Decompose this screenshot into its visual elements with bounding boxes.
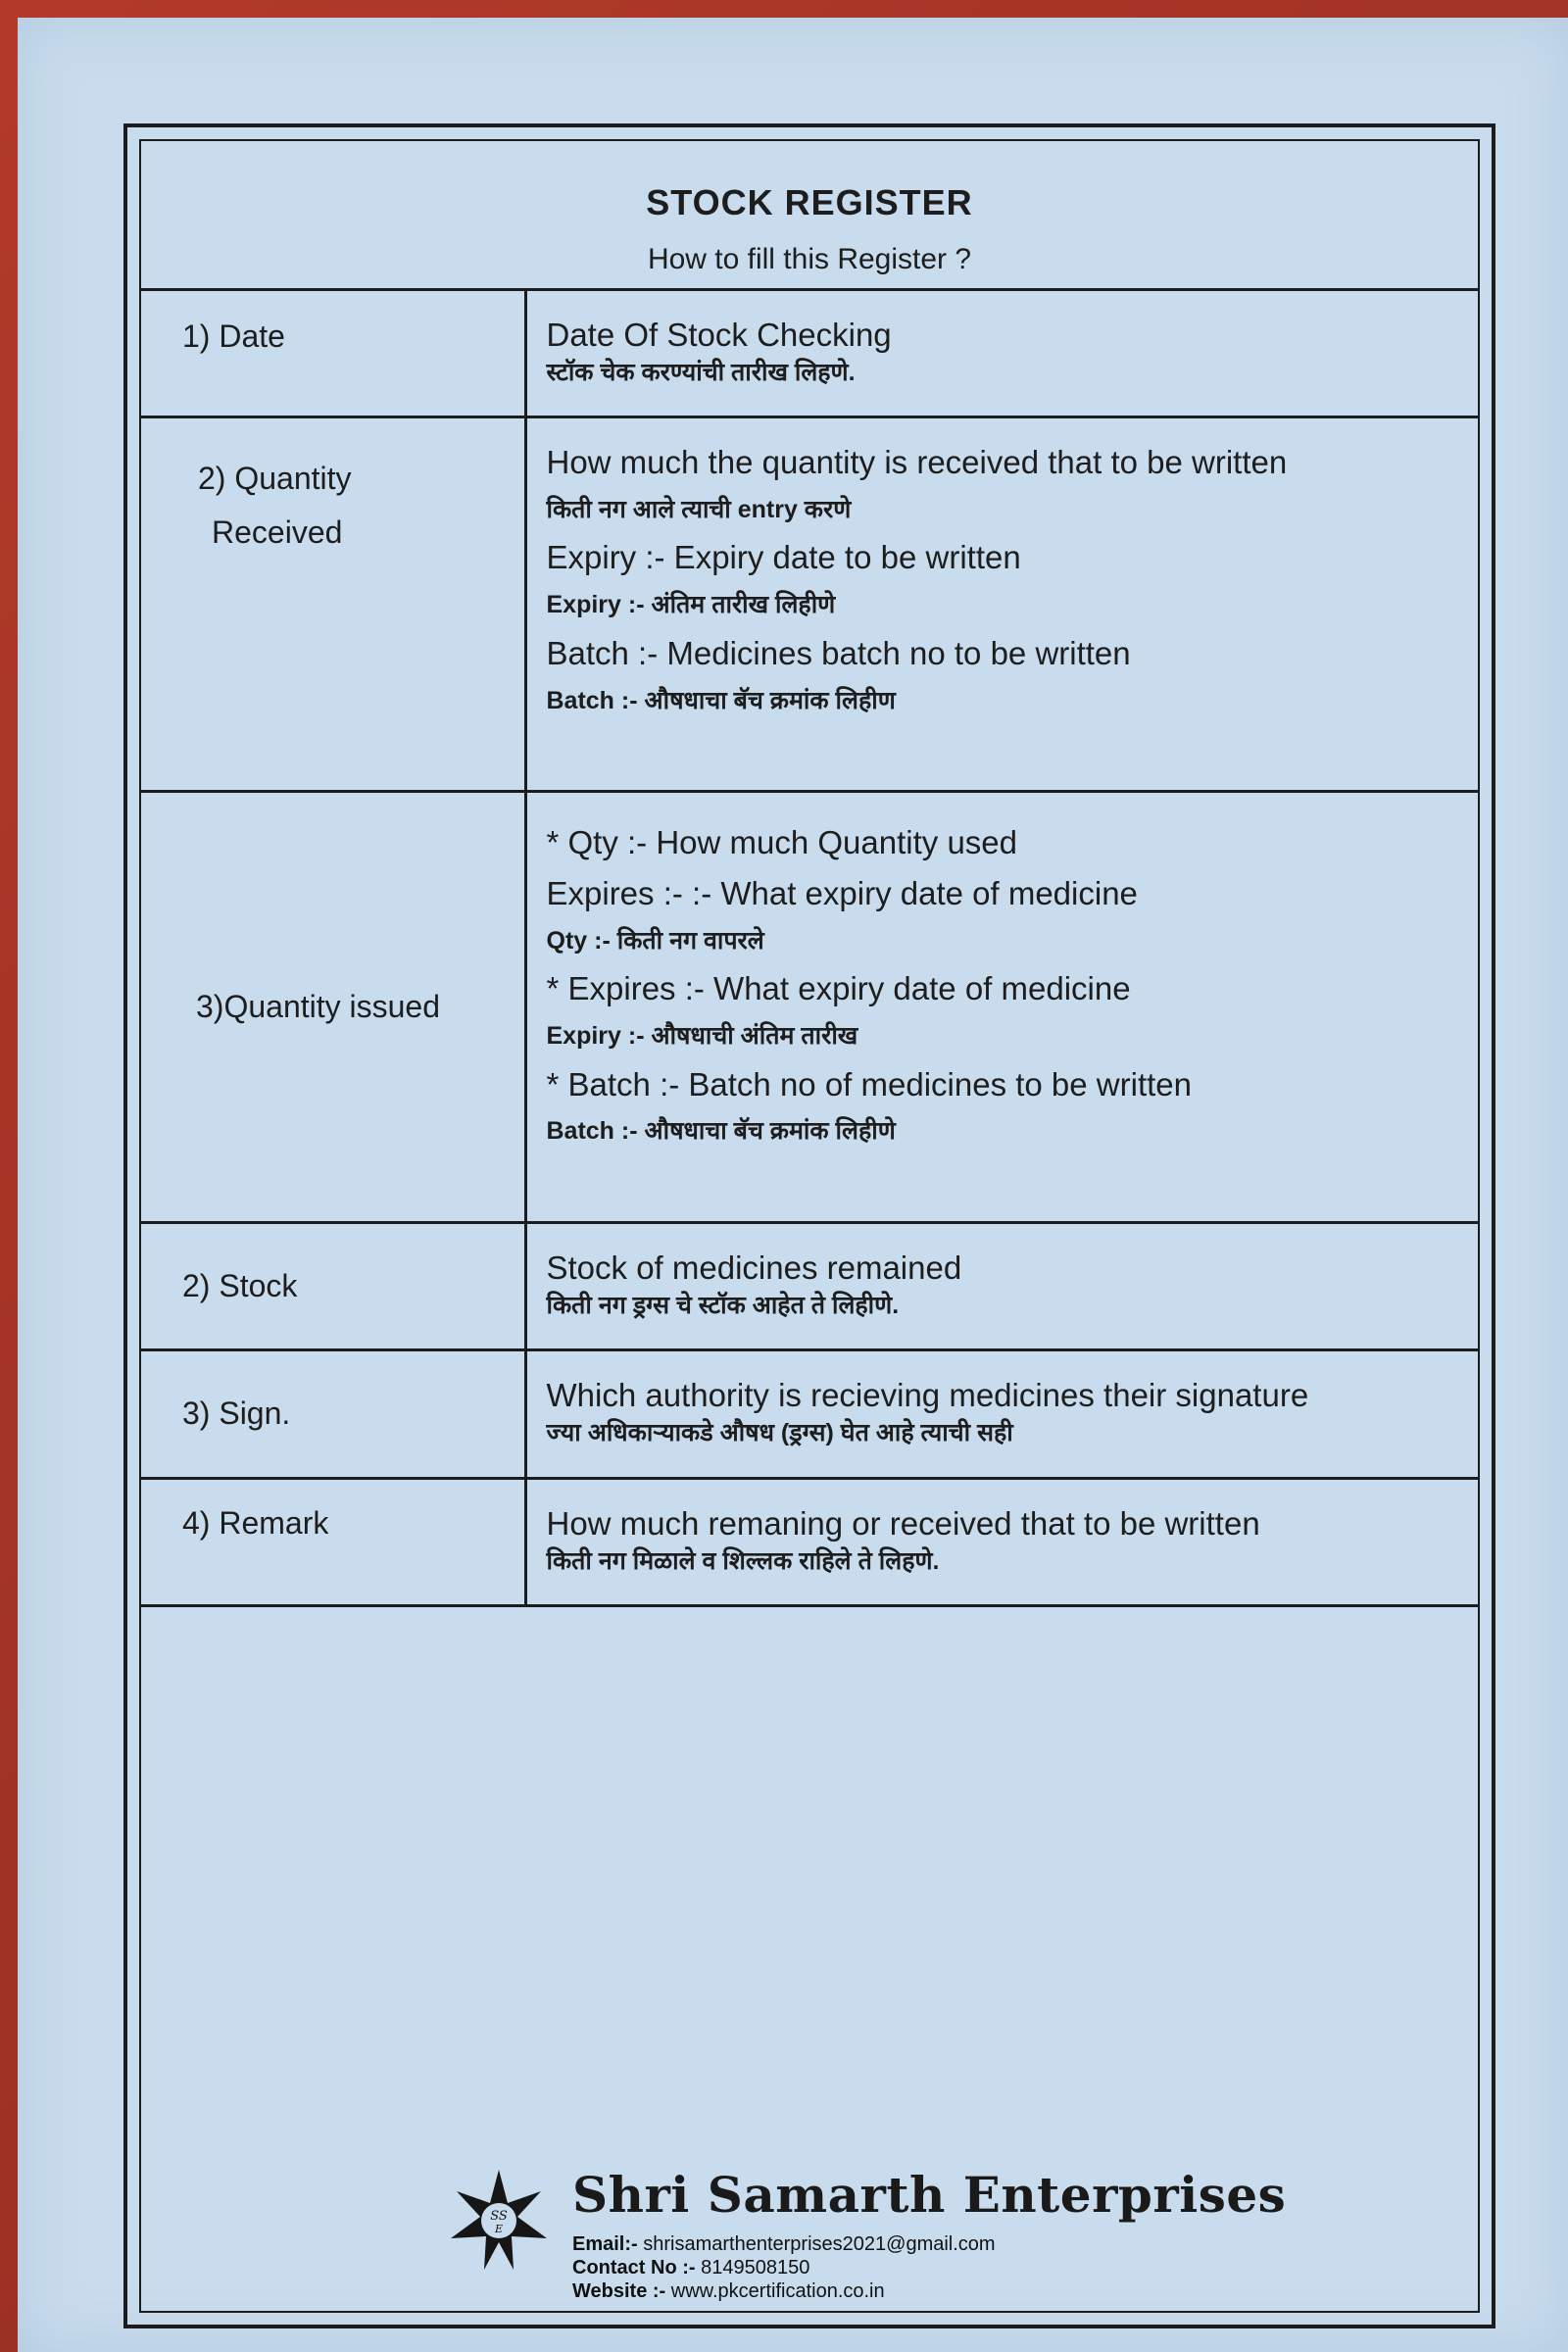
row-label-text: 4) Remark — [182, 1504, 329, 1541]
description-line: Expiry :- अंतिम तारीख लिहीणे — [546, 591, 836, 619]
description-line: Batch :- Medicines batch no to be written — [546, 634, 1131, 671]
row-label-text: 2) Quantity — [198, 461, 352, 497]
description-line: Expires :- :- What expiry date of medicine — [546, 875, 1138, 912]
page-subtitle: How to fill this Register ? — [647, 243, 972, 275]
description-line: * Batch :- Batch no of medicines to be written — [546, 1065, 1193, 1102]
website-label: Website :- — [572, 2280, 666, 2302]
register-header — [141, 141, 1478, 291]
description-line: Qty :- किती नग वापरले — [546, 927, 764, 956]
description-line: * Expires :- What expiry date of medicine — [546, 970, 1131, 1007]
register-sheet — [18, 18, 1568, 2352]
company-name: Shri Samarth Enterprises — [572, 2166, 1287, 2224]
email-line — [572, 2232, 996, 2256]
description-line: Expiry :- औषधाची अंतिम तारीख — [546, 1022, 858, 1051]
website-line — [572, 2279, 996, 2303]
contact-line — [572, 2256, 996, 2279]
table-row-date — [141, 291, 1478, 417]
table-row-stock — [141, 1223, 1478, 1350]
row-description — [525, 1223, 1478, 1350]
svg-text:SS: SS — [490, 2209, 508, 2224]
row-label — [141, 417, 525, 792]
description-line: किती नग ड्रग्स चे स्टॉक आहेत ते लिहीणे. — [546, 1292, 900, 1320]
table-row-quantity-received — [141, 417, 1478, 792]
row-label-text: 1) Date — [182, 318, 285, 354]
row-description — [525, 792, 1478, 1223]
svg-text:E: E — [494, 2223, 504, 2235]
row-label — [141, 1478, 525, 1605]
row-label-text: 3)Quantity issued — [196, 989, 441, 1025]
description-line: Batch :- औषधाचा बॅच क्रमांक लिहीण — [546, 686, 896, 714]
email-label: Email:- — [572, 2233, 638, 2255]
row-description — [525, 1478, 1478, 1605]
row-description — [525, 1350, 1478, 1478]
star-emblem-icon — [445, 2166, 553, 2274]
website-value: www.pkcertification.co.in — [670, 2280, 885, 2302]
description-line: स्टॉक चेक करण्यांची तारीख लिहणे. — [546, 358, 856, 386]
email-value: shrisamarthenterprises2021@gmail.com — [643, 2233, 996, 2255]
description-line: Which authority is recieving medicines their signature — [546, 1377, 1309, 1414]
description-line: Stock of medicines remained — [546, 1250, 962, 1287]
row-description — [525, 291, 1478, 417]
description-line: किती नग आले त्याची entry करणे — [546, 496, 852, 524]
description-line: How much remaning or received that to be written — [546, 1504, 1260, 1542]
page-title: STOCK REGISTER — [646, 182, 973, 222]
row-label-text: Received — [212, 514, 343, 550]
table-row-sign — [141, 1350, 1478, 1478]
row-label — [141, 291, 525, 417]
row-label-text: 3) Sign. — [182, 1396, 291, 1432]
row-label-text: 2) Stock — [182, 1268, 298, 1304]
row-description — [525, 417, 1478, 792]
company-footer — [141, 2144, 1478, 2311]
description-line: Date Of Stock Checking — [546, 317, 892, 353]
description-line: * Qty :- How much Quantity used — [546, 824, 1018, 861]
inner-border — [139, 139, 1480, 2313]
contact-details — [572, 2232, 996, 2303]
description-line: How much the quantity is received that to be written — [546, 444, 1288, 481]
contact-value: 8149508150 — [701, 2257, 810, 2278]
row-label — [141, 792, 525, 1223]
instruction-table — [141, 291, 1478, 1607]
table-row-quantity-issued — [141, 792, 1478, 1223]
row-label — [141, 1223, 525, 1350]
description-line: ज्या अधिकाऱ्याकडे औषध (ड्रग्स) घेत आहे त्याची सही — [546, 1419, 1013, 1447]
contact-label: Contact No :- — [572, 2257, 696, 2278]
description-line: Expiry :- Expiry date to be written — [546, 539, 1021, 576]
table-row-remark — [141, 1478, 1478, 1605]
row-label — [141, 1350, 525, 1478]
outer-border — [123, 123, 1495, 2328]
description-line: Batch :- औषधाचा बॅच क्रमांक लिहीणे — [546, 1117, 896, 1146]
description-line: किती नग मिळाले व शिल्लक राहिले ते लिहणे. — [546, 1546, 940, 1575]
